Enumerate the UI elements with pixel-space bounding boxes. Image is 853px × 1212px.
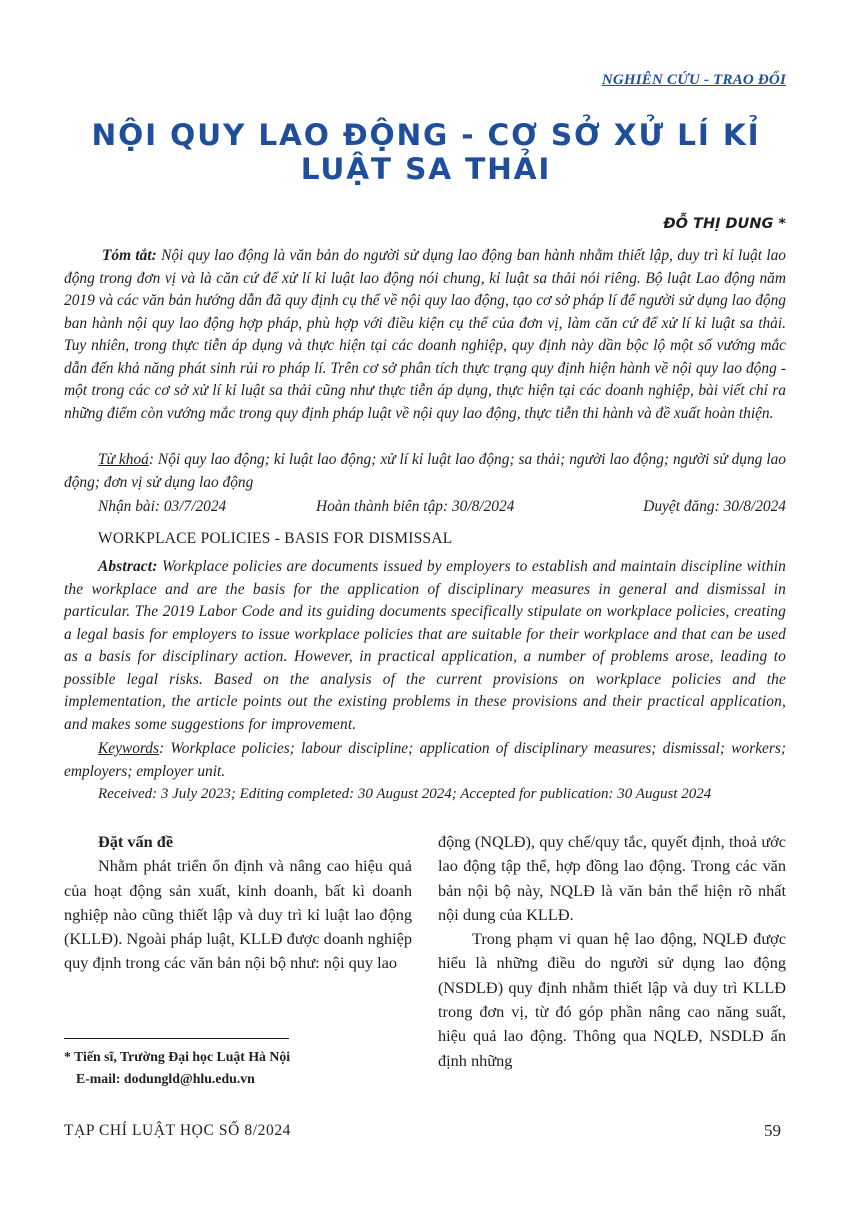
keywords-vi-label: Từ khoá: [98, 451, 149, 468]
body-left-column: [64, 830, 412, 976]
summary-text: Nội quy lao động là văn bản do người sử dụng lao động ban hành nhằm thiết lập, duy trì kỉ luật lao động trong đơn vị và là căn cứ để xử lí kỉ luật lao động nói chung, kỉ luật sa thải nói riêng. Bộ luật Lao động năm 2019 và các văn bản hướng dẫn đã quy định cụ thể về nội quy lao động, tạo cơ sở pháp lí để người sử dụng lao động ban hành nội quy lao động hợp pháp, phù hợp với điều kiện cụ thể của đơn vị, làm căn cứ để xử lí kỉ luật sa thải. Tuy nhiên, trong thực tiễn áp dụng và thực hiện tại các doanh nghiệp, quy định này dần bộc lộ một số vướng mắc dẫn đến khả năng phát sinh rủi ro pháp lí. Trên cơ sở phân tích thực trạng quy định hiện hành về nội quy lao động - một trong các cơ sở xử lí kỉ luật sa thải cũng như thực tiễn áp dụng, thực hiện tại các doanh nghiệp, bài viết chỉ ra những điểm còn vướng mắc trong quy định pháp luật về nội quy lao động, thực tiễn thi hành và đề xuất hoàn thiện.: [64, 247, 786, 422]
english-title: WORKPLACE POLICIES - BASIS FOR DISMISSAL: [98, 530, 453, 547]
summary-label: Tóm tắt:: [102, 247, 157, 264]
section-heading: Đặt vấn đề: [98, 832, 174, 851]
body-right-column: [438, 830, 786, 1073]
abstract-label: Abstract:: [98, 558, 158, 575]
keywords-en-text: : Workplace policies; labour discipline; application of disciplinary measures; dismissal; workers; employers; employer unit.: [64, 740, 786, 780]
footnote: [64, 1046, 290, 1090]
footnote-divider: [64, 1038, 289, 1039]
accepted-date: Duyệt đăng: 30/8/2024: [643, 498, 786, 515]
footnote-affiliation: * Tiến sĩ, Trường Đại học Luật Hà Nội: [64, 1049, 291, 1064]
author-name: ĐỖ THỊ DUNG *: [663, 216, 786, 232]
abstract-text: Workplace policies are documents issued by employers to establish and maintain discipline within the workplace and are the basis for the application of disciplinary measures in general and dismissal in particular. The 2019 Labor Code and its guiding documents specifically stipulate on workplace policies, creating a legal basis for employers to issue workplace policies that are suitable for their workplace and that can be used as a basis for disciplinary action. However, in practical application, a number of problems arose, leading to possible legal risks. Based on the analysis of the current provisions on workplace policies and the implementation, the article points out the existing problems in these provisions and their practical application, and makes some suggestions for improvement.: [64, 558, 786, 733]
edited-date: Hoàn thành biên tập: 30/8/2024: [316, 498, 515, 515]
keywords-vi: [64, 449, 786, 494]
received-date: Nhận bài: 03/7/2024: [98, 498, 227, 515]
article-title: NỘI QUY LAO ĐỘNG - CƠ SỞ XỬ LÍ KỈ LUẬT SA THẢI: [91, 118, 761, 186]
keywords-en: [64, 738, 786, 783]
body-paragraph-continued: động (NQLĐ), quy chế/quy tắc, quyết định, thoả ước lao động tập thể, hợp đồng lao động. Trong các văn bản nội bộ này, NQLĐ là văn bản thể hiện rõ nhất nội dung của KLLĐ.: [438, 832, 786, 924]
summary-vi: [64, 245, 786, 425]
abstract-en: [64, 556, 786, 736]
keywords-en-label: Keywords: [98, 740, 159, 757]
section-label: NGHIÊN CỨU - TRAO ĐỔI: [601, 72, 786, 88]
footnote-email: E-mail: dodungld@hlu.edu.vn: [76, 1071, 255, 1086]
received-en: Received: 3 July 2023; Editing completed: 30 August 2024; Accepted for publication: 30 August 2024: [98, 786, 712, 802]
journal-footer: TẠP CHÍ LUẬT HỌC SỐ 8/2024: [64, 1122, 292, 1139]
page-number: 59: [764, 1121, 781, 1140]
body-paragraph: Nhằm phát triển ổn định và nâng cao hiệu quả của hoạt động sản xuất, kinh doanh, bất kì doanh nghiệp nào cũng thiết lập và duy trì kỉ luật lao động (KLLĐ). Ngoài pháp luật, KLLĐ được doanh nghiệp quy định trong các văn bản nội bộ như: nội quy lao: [64, 856, 412, 973]
body-paragraph: Trong phạm vi quan hệ lao động, NQLĐ được hiểu là những điều do người sử dụng lao động (NSDLĐ) quy định nhằm thiết lập và duy trì KLLĐ trong đơn vị, từ đó góp phần nâng cao năng suất, hiệu quả lao động. Thông qua NQLĐ, NSDLĐ ấn định những: [438, 929, 786, 1070]
keywords-vi-text: : Nội quy lao động; kỉ luật lao động; xử lí kỉ luật lao động; sa thải; người lao động; người sử dụng lao động; đơn vị sử dụng lao động: [64, 451, 786, 491]
